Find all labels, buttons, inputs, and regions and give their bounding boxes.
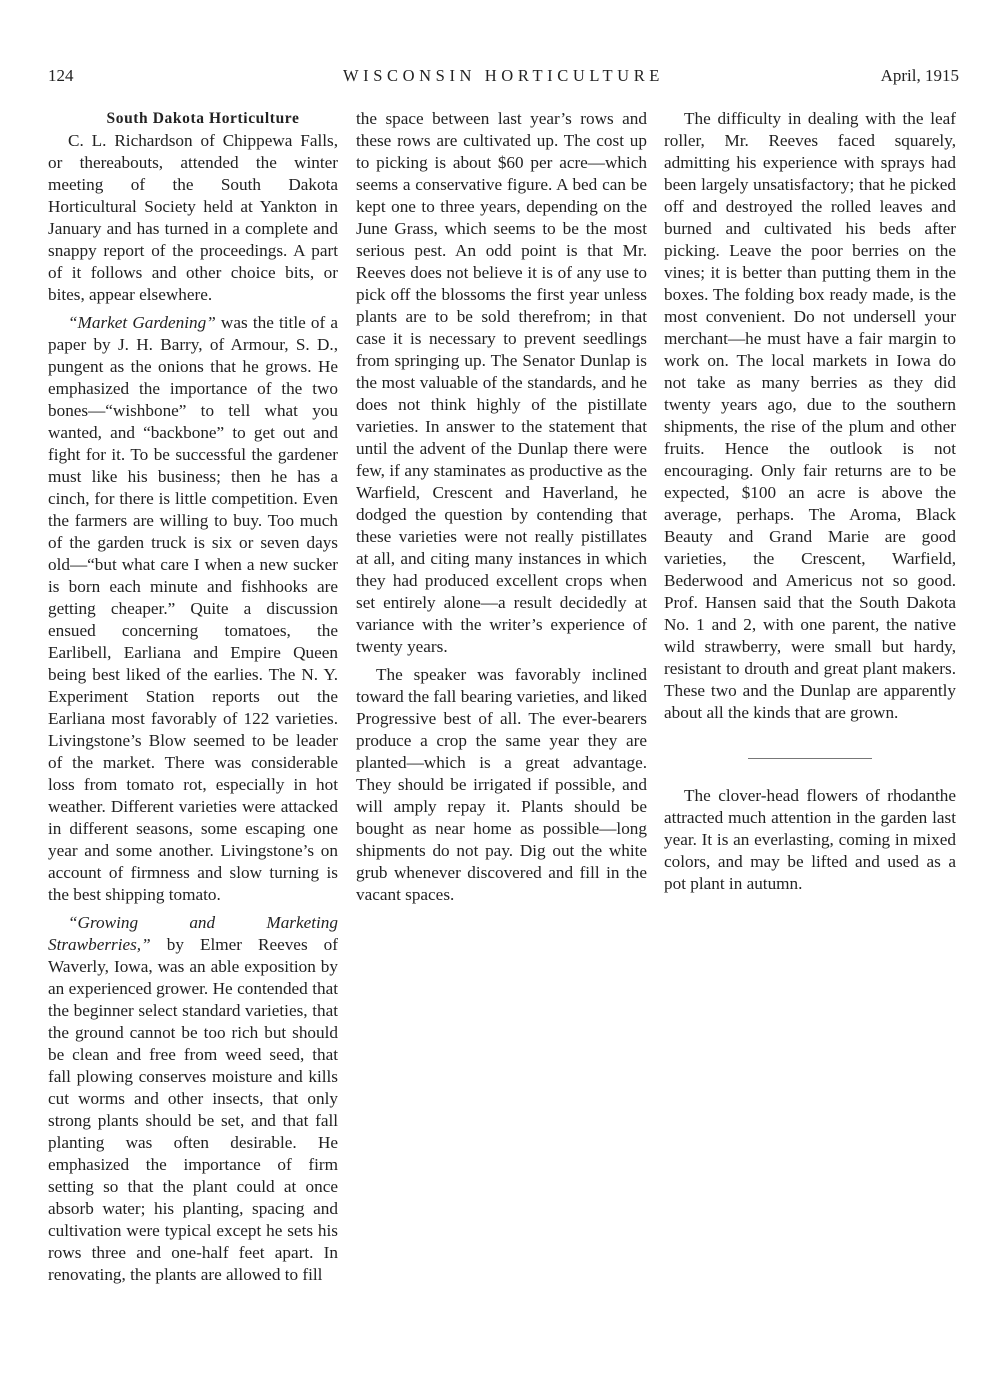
paper-title-market-gardening: “Market Gardening” <box>68 313 216 332</box>
paragraph-market-gardening <box>48 312 338 906</box>
paragraph-leaf-roller: The difficulty in dealing with the leaf roller, Mr. Reeves faced squarely, admitting his experience with sprays had been largely unsatisfactory; that he picked off and destroyed the rolled leaves and burned and cultivated his beds after picking. Leave the poor berries on the vines; it is better than putting them in the boxes. The folding box ready made, is the most convenient. Do not undersell your merchant—he must have a fair margin to work on. The local markets in Iowa do not take as many berries as they did twenty years ago, due to the southern shipments, the rise of the plum and other fruits. Hence the outlook is not encouraging. Only fair returns are to be expected, $100 an acre is above the average, perhaps. The Aroma, Black Beauty and Grand Marie are good varieties, the Crescent, Warfield, Bederwood and Americus not so good. Prof. Hansen said that the South Dakota No. 1 and 2, with one parent, the native wild strawberry, were small but hardy, resistant to drouth and great plant makers. These two and the Dunlap are apparently about all the kinds that are grown. <box>664 109 956 722</box>
column-2 <box>356 108 647 906</box>
paragraph-intro: C. L. Richardson of Chippewa Falls, or thereabouts, attended the winter meeting of the South Dakota Horticultural Society held at Yankton in January and has turned in a complete and snappy report of the proceedings. A part of it follows and other choice bits, or bites, appear elsewhere. <box>48 131 338 304</box>
paragraph-fall-bearing: The speaker was favorably inclined toward the fall bearing varieties, and liked Progressive best of all. The ever-bearers produce a crop the same year they are planted—which is a great advantage. They should be irrigated if possible, and will amply repay it. Plants should be bought as near home as possible—long shipments do not pay. Dig out the white grub whenever discovered and fill in the vacant spaces. <box>356 665 647 904</box>
section-divider <box>748 758 872 759</box>
paragraph-rhodanthe: The clover-head flowers of rhodanthe attracted much attention in the garden last year. It is an everlasting, coming in mixed colors, and may be lifted and used as a pot plant in autumn. <box>664 786 956 893</box>
running-header <box>48 66 959 88</box>
paragraph-strawberries <box>48 912 338 1286</box>
column-3 <box>664 108 956 895</box>
journal-title: WISCONSIN HORTICULTURE <box>343 66 664 85</box>
paragraph-market-gardening-body: was the title of a paper by J. H. Barry, of Armour, S. D., pungent as the onions that he grows. He emphasized the importance of the two bones—“wishbone” to tell what you wanted, and “backbone” to get out and fight for it. To be successful the gardener must like his business; then he has a cinch, for there is little competition. Even the farmers are willing to buy. Too much of the garden truck is six or seven days old—“but what care I when a new sucker is born each minute and fishhooks are getting cheaper.” Quite a discussion ensued concerning tomatoes, the Earlibell, Earliana and Empire Queen being best liked of the earlies. The N. Y. Experiment Station reports out the Earliana most favorably of 122 varieties. Livingstone’s Blow seemed to be leader of the market. There was considerable loss from tomato rot, especially in hot weather. Different varieties were attacked in different seasons, some escaping one year and some another. Livingstone’s on account of firmness and slow turning is the best shipping tomato. <box>48 313 339 904</box>
column-1 <box>48 108 338 1286</box>
issue-date: April, 1915 <box>880 66 959 85</box>
paragraph-strawberries-continued: the space between last year’s rows and these rows are cultivated up. The cost up to picking is about $60 per acre—which seems a conservative figure. A bed can be kept one to three years, depending on the June Grass, which seems to be the most serious pest. An odd point is that Mr. Reeves does not believe it is of any use to pick off the blossoms the first year unless plants are to be sold therefrom; in that case it is necessary to prevent seedlings from springing up. The Senator Dunlap is the most valuable of the standards, and he does not think highly of the pistillate varieties. In answer to the statement that until the advent of the Dunlap there were few, if any staminates as productive as the Warfield, Crescent and Haverland, he dodged the question by contending that these varieties were not really pistillates at all, and citing many instances in which they had produced excellent crops when set entirely alone—a result decidedly at variance with the writer’s experience of twenty years. <box>356 109 647 656</box>
article-title: South Dakota Horticulture <box>106 110 300 127</box>
paper-title-strawberries: “Growing and Marketing Strawberries,” <box>48 913 338 954</box>
page-number: 124 <box>48 66 74 85</box>
paragraph-strawberries-body: by Elmer Reeves of Waverly, Iowa, was an able exposition by an experienced grower. He contended that the beginner select standard varieties, that the ground cannot be too rich but should be clean and free from weed seed, that fall plowing conserves moisture and kills cut worms and other insects, that only strong plants should be set, and that fall planting was often desirable. He emphasized the importance of firm setting so that the plant could at once absorb water; his planting, spacing and cultivation were typical except he sets his rows three and one-half feet apart. In renovating, the plants are allowed to fill <box>48 935 338 1284</box>
